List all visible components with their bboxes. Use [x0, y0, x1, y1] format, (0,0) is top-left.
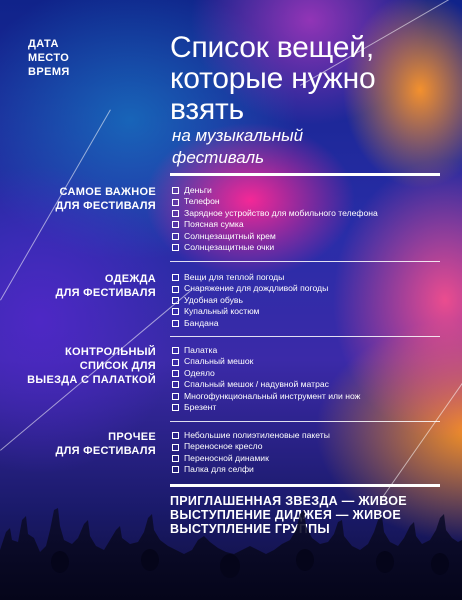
list-item — [172, 196, 378, 207]
checkbox-icon[interactable] — [172, 297, 179, 304]
list-item-label: Вещи для теплой погоды — [184, 272, 285, 282]
lineup-line: ПРИГЛАШЕННАЯ ЗВЕЗДА — ЖИВОЕ — [170, 494, 407, 508]
list-item — [172, 306, 328, 317]
list-item — [172, 441, 330, 452]
list-item — [172, 368, 360, 379]
section-title-essentials — [55, 185, 156, 213]
list-item-label: Палка для селфи — [184, 464, 254, 475]
list-item-label: Купальный костюм — [184, 306, 260, 317]
checkbox-icon[interactable] — [172, 381, 179, 388]
list-item-label: Поясная сумка — [184, 219, 244, 230]
page-title — [170, 32, 450, 125]
divider — [170, 261, 440, 262]
checkbox-icon[interactable] — [172, 221, 179, 228]
list-item-label: Брезент — [184, 402, 217, 413]
section-title-line: ОДЕЖДА — [104, 273, 156, 285]
checkbox-icon[interactable] — [172, 444, 179, 451]
page-subtitle — [172, 125, 432, 169]
list-item — [172, 402, 360, 413]
list-item-label: Спальный мешок — [184, 356, 254, 367]
title-line: Список вещей, — [170, 31, 374, 64]
list-item — [172, 272, 328, 283]
divider — [170, 336, 440, 337]
checkbox-icon[interactable] — [172, 466, 179, 473]
list-item — [172, 391, 360, 402]
list-item-label: Палатка — [184, 345, 218, 355]
checklist-clothing — [172, 272, 328, 329]
checklist-other — [172, 430, 330, 476]
section-title-line: КОНТРОЛЬНЫЙ — [65, 346, 156, 358]
checkbox-icon[interactable] — [172, 320, 179, 327]
lineup-line: ВЫСТУПЛЕНИЕ ДИДЖЕЯ — ЖИВОЕ — [170, 508, 402, 522]
checkbox-icon[interactable] — [172, 404, 179, 411]
section-title-line: ДЛЯ ФЕСТИВАЛЯ — [55, 200, 156, 212]
meta-place: МЕСТО — [28, 52, 70, 64]
checkbox-icon[interactable] — [172, 244, 179, 251]
list-item-label: Спальный мешок / надувной матрас — [184, 379, 329, 390]
checklist-essentials — [172, 185, 378, 253]
section-title-line: ПРОЧЕЕ — [108, 431, 156, 443]
list-item-label: Солнцезащитный крем — [184, 230, 276, 241]
checkbox-icon[interactable] — [172, 359, 179, 366]
list-item-label: Удобная обувь — [184, 294, 243, 305]
list-item-label: Небольшие полиэтиленовые пакеты — [184, 430, 330, 440]
section-title-line: ДЛЯ ФЕСТИВАЛЯ — [55, 287, 156, 299]
checkbox-icon[interactable] — [172, 210, 179, 217]
meta-date: ДАТА — [28, 38, 59, 50]
list-item-label: Одеяло — [184, 367, 215, 378]
checkbox-icon[interactable] — [172, 233, 179, 240]
list-item — [172, 379, 360, 390]
section-title-clothing — [55, 272, 156, 300]
list-item — [172, 242, 378, 253]
list-item — [172, 295, 328, 306]
list-item — [172, 283, 328, 294]
title-line: которые нужно — [170, 62, 376, 95]
list-item — [172, 453, 330, 464]
subtitle-line: фестиваль — [172, 148, 265, 167]
checkbox-icon[interactable] — [172, 432, 179, 439]
list-item — [172, 208, 378, 219]
list-item-label: Снаряжение для дождливой погоды — [184, 283, 329, 294]
lineup-line: ВЫСТУПЛЕНИЕ ГРУППЫ — [170, 522, 330, 536]
divider — [170, 421, 440, 422]
section-title-line: ВЫЕЗДА С ПАЛАТКОЙ — [27, 374, 156, 386]
divider — [170, 173, 440, 176]
checklist-camping — [172, 345, 360, 413]
list-item-label: Зарядное устройство для мобильного телефона — [184, 207, 378, 218]
list-item — [172, 219, 378, 230]
list-item-label: Переносное кресло — [184, 441, 263, 452]
meta-time: ВРЕМЯ — [28, 66, 70, 78]
section-title-camping — [27, 345, 156, 387]
event-meta — [28, 37, 70, 79]
checkbox-icon[interactable] — [172, 187, 179, 194]
section-title-line: САМОЕ ВАЖНОЕ — [59, 186, 156, 198]
decorative-diagonal-line — [380, 336, 462, 500]
list-item-label: Бандана — [184, 317, 219, 328]
title-line: взять — [170, 93, 244, 126]
list-item-label: Многофункциональный инструмент или нож — [184, 390, 361, 401]
checkbox-icon[interactable] — [172, 199, 179, 206]
checkbox-icon[interactable] — [172, 274, 179, 281]
list-item-label: Солнцезащитные очки — [184, 242, 275, 253]
checkbox-icon[interactable] — [172, 286, 179, 293]
list-item-label: Деньги — [184, 185, 212, 195]
section-title-line: ДЛЯ ФЕСТИВАЛЯ — [55, 445, 156, 457]
checkbox-icon[interactable] — [172, 370, 179, 377]
checkbox-icon[interactable] — [172, 393, 179, 400]
list-item-label: Переносной динамик — [184, 452, 269, 463]
list-item — [172, 345, 360, 356]
subtitle-line: на музыкальный — [172, 126, 304, 145]
checkbox-icon[interactable] — [172, 308, 179, 315]
list-item — [172, 185, 378, 196]
crowd-silhouette-image — [0, 480, 462, 600]
checkbox-icon[interactable] — [172, 347, 179, 354]
list-item-label: Телефон — [184, 196, 220, 207]
list-item — [172, 430, 330, 441]
list-item — [172, 464, 330, 475]
list-item — [172, 356, 360, 367]
checkbox-icon[interactable] — [172, 455, 179, 462]
list-item — [172, 231, 378, 242]
section-title-other — [55, 430, 156, 458]
section-title-line: СПИСОК ДЛЯ — [79, 360, 156, 372]
list-item — [172, 318, 328, 329]
